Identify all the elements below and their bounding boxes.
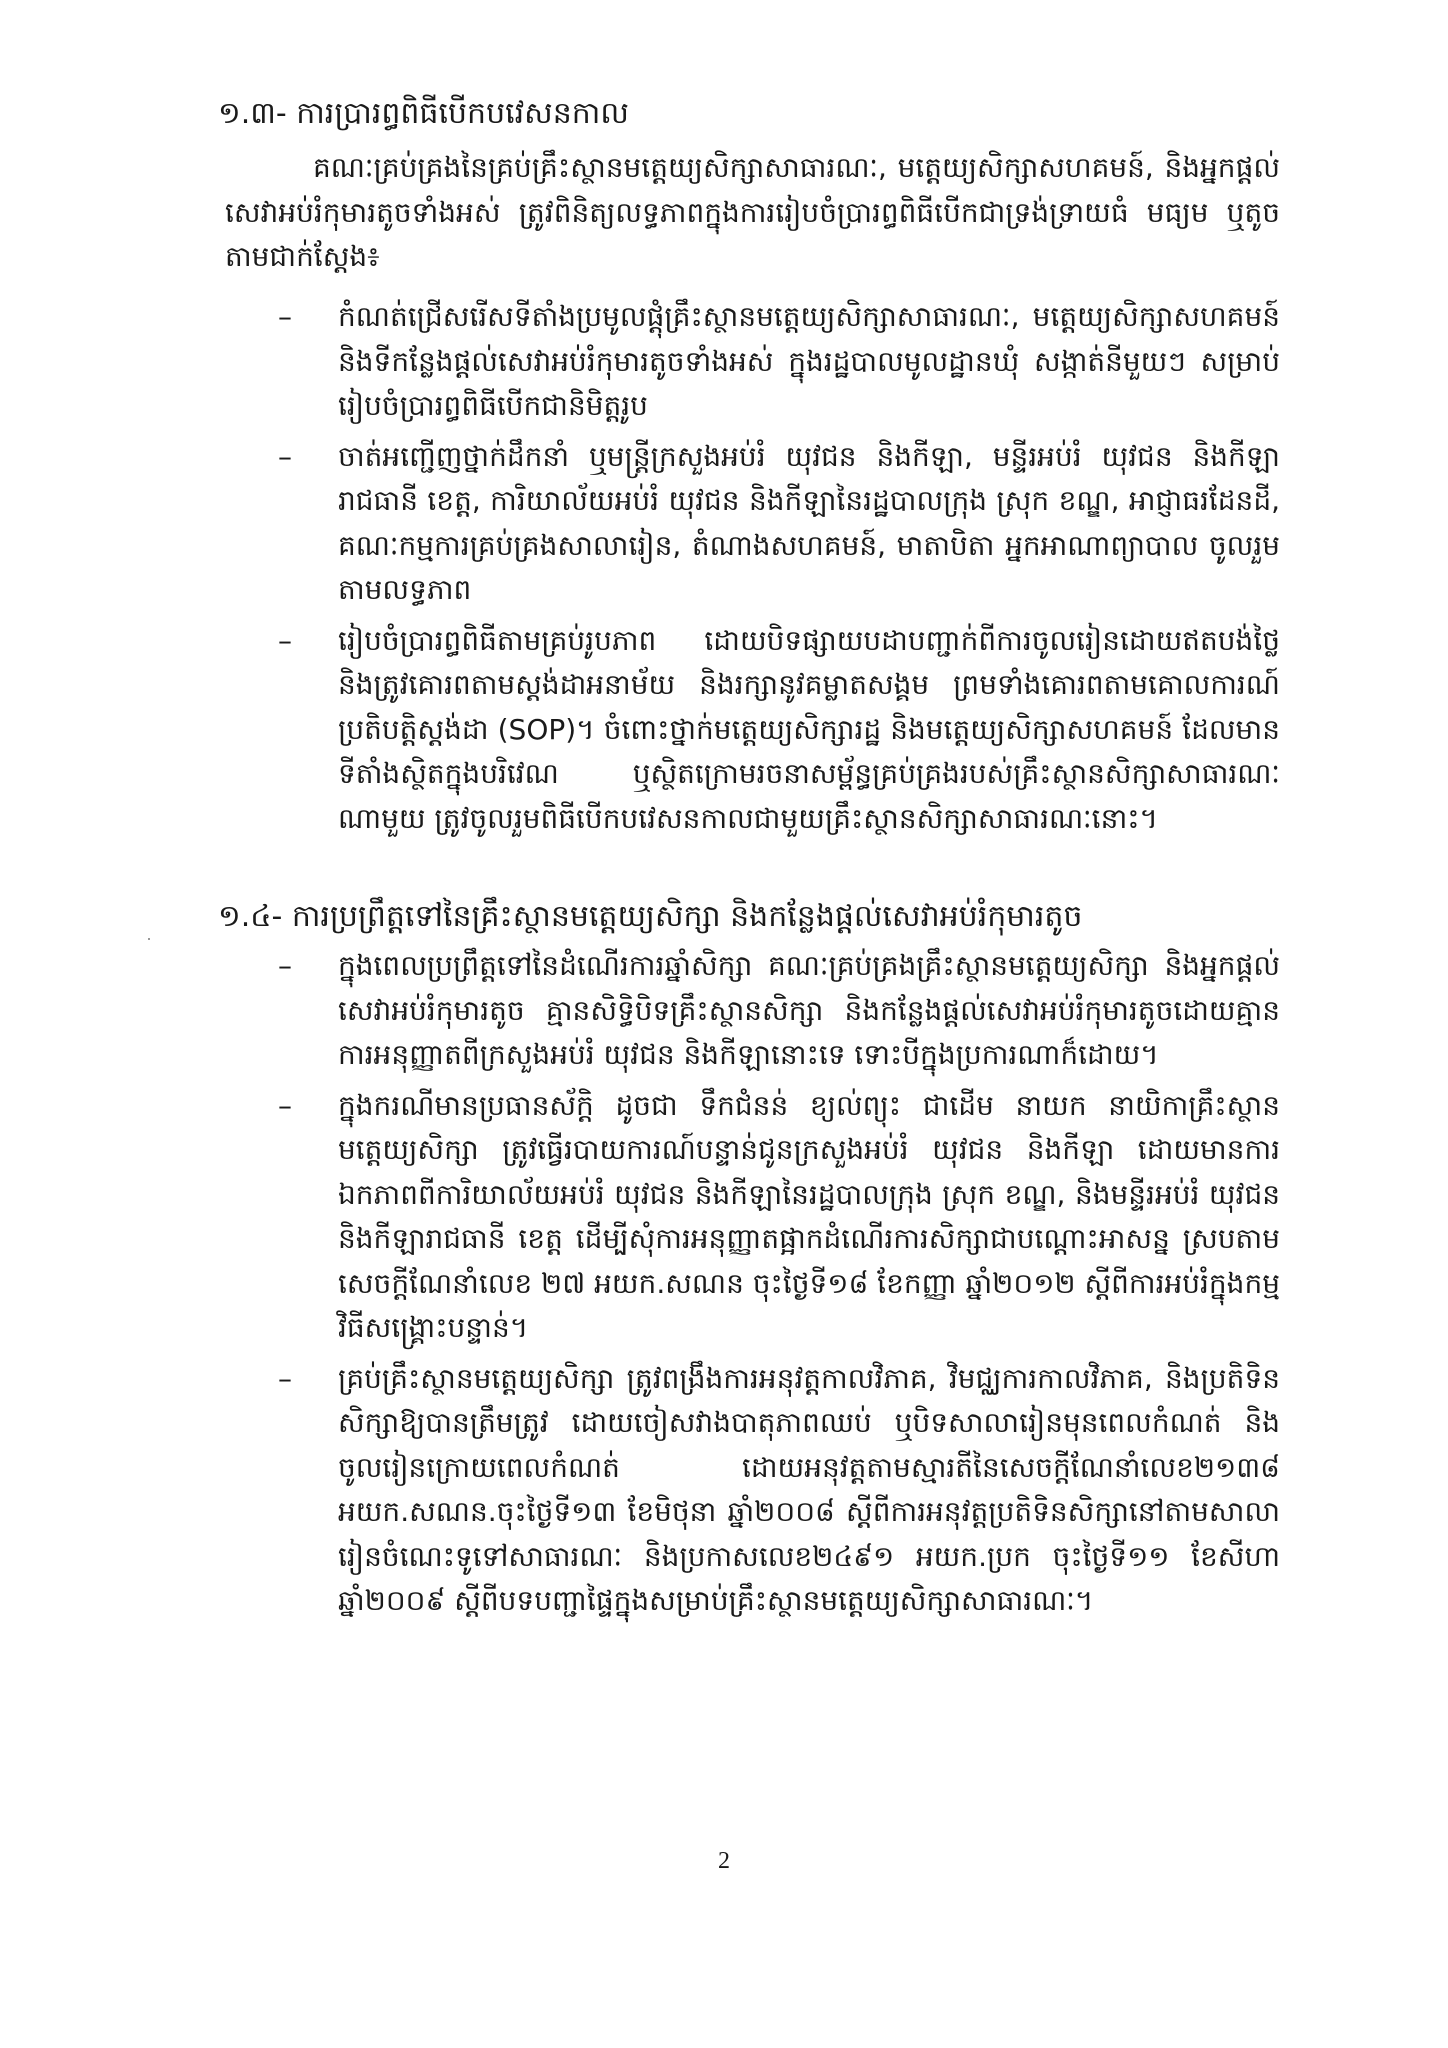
bullet-dash: – bbox=[278, 439, 292, 473]
list-item-text: ក្នុងពេលប្រព្រឹត្តទៅនៃដំណើរការឆ្នាំសិក្សា គណៈគ្រប់គ្រងគ្រឹះស្ថានមត្តេយ្យសិក្សា និងអ្នកផ្តល់សេវាអប់រំកុមារតូច គ្មានសិទ្ធិបិទគ្រឹះស្ថានសិក្សា និងកន្លែងផ្តល់សេវាអប់រំកុមារតូចដោយគ្មានការអនុញ្ញាតពីក្រសួងអប់រំ យុវជន និងកីឡានោះទេ ទោះបីក្នុងប្រការណាក៏ដោយ។ bbox=[338, 949, 1280, 1071]
list-item bbox=[270, 944, 1280, 1078]
list-item-text: ក្នុងករណីមានប្រធានស័ក្តិ ដូចជា ទឹកជំនន់ ខ្យល់ព្យុះ ជាដើម នាយក នាយិកាគ្រឹះស្ថានមត្តេយ្យសិក្សា ត្រូវធ្វើរបាយការណ៍បន្ទាន់ជូនក្រសួងអប់រំ យុវជន និងកីឡា ដោយមានការឯកភាពពីការិយាល័យអប់រំ យុវជន និងកីឡានៃរដ្ឋបាលក្រុង ស្រុក ខណ្ឌ, និងមន្ទីរអប់រំ យុវជន និងកីឡារាជធានី ខេត្ត ដើម្បីសុំការអនុញ្ញាតផ្អាកដំណើរការសិក្សាជាបណ្តោះអាសន្ន ស្របតាមសេចក្តីណែនាំលេខ ២៧ អយក.សណន ចុះថ្ងៃទី១៨ ខែកញ្ញា ឆ្នាំ២០១២ ស្តីពីការអប់រំក្នុងកម្មវិធីសង្គ្រោះបន្ទាន់។ bbox=[338, 1088, 1280, 1344]
list-item-text: គ្រប់គ្រឹះស្ថានមត្តេយ្យសិក្សា ត្រូវពង្រឹងការអនុវត្តកាលវិភាគ, វិមជ្ឈការកាលវិភាគ, និងប្រតិទិនសិក្សាឱ្យបានត្រឹមត្រូវ ដោយចៀសវាងបាតុភាពឈប់ ឬបិទសាលារៀនមុនពេលកំណត់ និងចូលរៀនក្រោយពេលកំណត់ ដោយអនុវត្តតាមស្មារតីនៃសេចក្តីណែនាំលេខ២១៣៨ អយក.សណន.ចុះថ្ងៃទី១៣ ខែមិថុនា ឆ្នាំ២០០៨ ស្តីពីការអនុវត្តប្រតិទិនសិក្សានៅតាមសាលារៀនចំណេះទូទៅសាធារណៈ និងប្រកាសលេខ២៤៩១ អយក.ប្រក ចុះថ្ងៃទី១១ ខែសីហា ឆ្នាំ២០០៩ ស្តីពីបទបញ្ជាផ្ទៃក្នុងសម្រាប់គ្រឹះស្ថានមត្តេយ្យសិក្សាសាធារណៈ។ bbox=[338, 1361, 1280, 1617]
list-item bbox=[270, 619, 1280, 842]
bullet-dash: – bbox=[278, 300, 292, 333]
bullet-dash: – bbox=[278, 949, 292, 982]
list-item-text: រៀបចំប្រារព្ធពិធីតាមគ្រប់រូបភាព ដោយបិទផ្សាយបដាបញ្ជាក់ពីការចូលរៀនដោយឥតបង់ថ្លៃ និងត្រូវគោរពតាមស្តង់ដាអនាម័យ និងរក្សានូវគម្លាតសង្គម ព្រមទាំងគោរពតាមគោលការណ៍ប្រតិបត្តិស្តង់ដា (SOP)។ ចំពោះថ្នាក់មត្តេយ្យសិក្សារដ្ឋ និងមត្តេយ្យសិក្សាសហគមន៍ ដែលមានទីតាំងស្ថិតក្នុងបរិវេណ ឬស្ថិតក្រោមរចនាសម្ព័ន្ធគ្រប់គ្រងរបស់គ្រឹះស្ថានសិក្សាសាធារណៈណាមួយ ត្រូវចូលរួមពិធីបើកបវេសនកាលជាមួយគ្រឹះស្ថានសិក្សាសាធារណៈនោះ។ bbox=[338, 623, 1280, 835]
section-1-4-bullet-list bbox=[270, 944, 1280, 1630]
bullet-dash: – bbox=[278, 623, 292, 657]
section-1-3-bullet-list bbox=[270, 295, 1280, 847]
list-item-text: ចាត់អញ្ជើញថ្នាក់ដឹកនាំ ឬមន្ត្រីក្រសួងអប់រំ យុវជន និងកីឡា, មន្ទីរអប់រំ យុវជន និងកីឡារាជធានី ខេត្ត, ការិយាល័យអប់រំ យុវជន និងកីឡានៃរដ្ឋបាលក្រុង ស្រុក ខណ្ឌ, អាជ្ញាធរដែនដី, គណៈកម្មការគ្រប់គ្រងសាលារៀន, តំណាងសហគមន៍, មាតាបិតា អ្នកអាណាព្យាបាល ចូលរួមតាមលទ្ធភាព bbox=[338, 439, 1280, 606]
section-1-4-heading: ១.៤- ការប្រព្រឹត្តទៅនៃគ្រឹះស្ថានមត្តេយ្យសិក្សា និងកន្លែងផ្តល់សេវាអប់រំកុមារតូច bbox=[218, 899, 1083, 934]
scan-speck bbox=[148, 938, 150, 940]
list-item bbox=[270, 1357, 1280, 1624]
list-item bbox=[270, 295, 1280, 429]
list-item-text: កំណត់ជ្រើសរើសទីតាំងប្រមូលផ្តុំគ្រឹះស្ថានមត្តេយ្យសិក្សាសាធារណៈ, មត្តេយ្យសិក្សាសហគមន៍ និងទីកន្លែងផ្តល់សេវាអប់រំកុមារតូចទាំងអស់ ក្នុងរដ្ឋបាលមូលដ្ឋានឃុំ សង្កាត់នីមួយៗ សម្រាប់រៀបចំប្រារព្ធពិធីបើកជានិមិត្តរូប bbox=[338, 300, 1280, 422]
section-1-3-heading: ១.៣- ការប្រារព្ធពិធីបើកបវេសនកាល bbox=[218, 96, 629, 131]
bullet-dash: – bbox=[278, 1361, 292, 1395]
list-item bbox=[270, 1084, 1280, 1351]
section-1-3-intro-paragraph: គណៈគ្រប់គ្រងនៃគ្រប់គ្រឹះស្ថានមត្តេយ្យសិក្សាសាធារណៈ, មត្តេយ្យសិក្សាសហគមន៍, និងអ្នកផ្តល់សេវាអប់រំកុមារតូចទាំងអស់ ត្រូវពិនិត្យលទ្ធភាពក្នុងការរៀបចំប្រារព្ធពិធីបើកជាទ្រង់ទ្រាយធំ មធ្យម ឬតូចតាមជាក់ស្តែង៖ bbox=[225, 151, 1280, 273]
bullet-dash: – bbox=[278, 1088, 292, 1122]
page-number: 2 bbox=[718, 1848, 730, 1874]
list-item bbox=[270, 435, 1280, 613]
